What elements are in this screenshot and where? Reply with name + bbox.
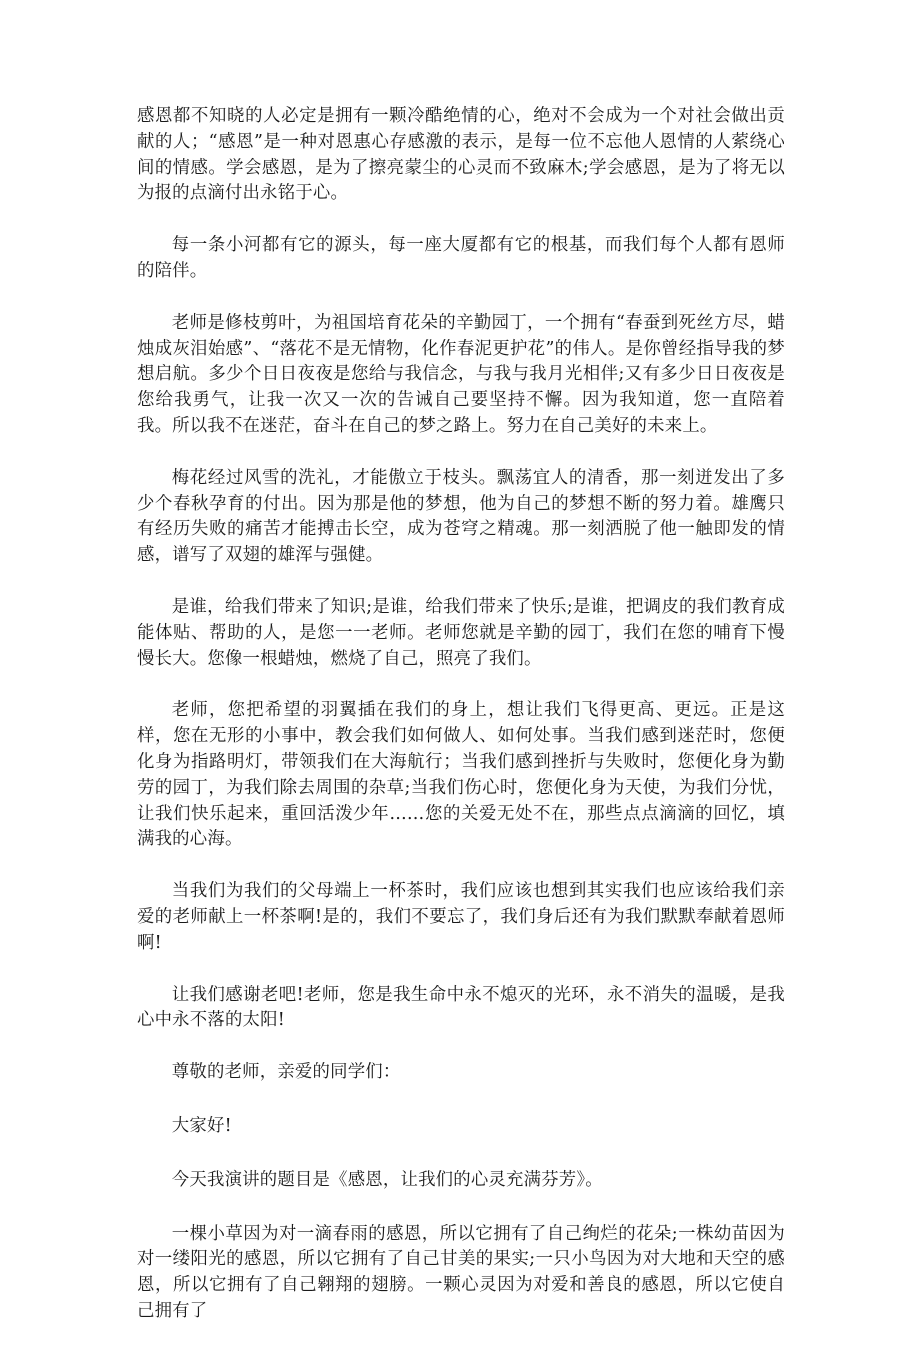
paragraph-cup-of-tea: 当我们为我们的父母端上一杯茶时，我们应该也想到其实我们也应该给我们亲爱的老师献上一杯茶啊!是的，我们不要忘了，我们身后还有为我们默默奉献着恩师啊! bbox=[137, 881, 785, 953]
paragraph-gratitude-intro: 感恩都不知晓的人必定是拥有一颗冷酷绝情的心，绝对不会成为一个对社会做出贡献的人；“感恩”是一种对恩惠心存感激的表示，是每一位不忘他人恩情的人萦绕心间的情感。学会感恩，是为了擦亮蒙尘的心灵而不致麻木;学会感恩，是为了将无以为报的点滴付出永铭于心。 bbox=[137, 106, 785, 204]
document-page bbox=[137, 104, 785, 1351]
paragraph-wings-of-hope: 老师，您把希望的羽翼插在我们的身上，想让我们飞得更高、更远。正是这样，您在无形的小事中，教会我们如何做人、如何处事。当我们感到迷茫时，您便化身为指路明灯，带领我们在大海航行；当我们感到挫折与失败时，您便化身为勤劳的园丁，为我们除去周围的杂草;当我们伤心时，您便化身为天使，为我们分忧，让我们快乐起来，重回活泼少年……您的关爱无处不在，那些点点滴滴的回忆，填满我的心海。 bbox=[137, 700, 785, 850]
paragraph-thank-teacher: 让我们感谢老吧!老师，您是我生命中永不熄灭的光环，永不消失的温暖，是我心中永不落的太阳! bbox=[137, 984, 785, 1031]
paragraph-plum-blossom: 梅花经过风雪的洗礼，才能傲立于枝头。飘荡宜人的清香，那一刻迸发出了多少个春秋孕育的付出。因为那是他的梦想，他为自己的梦想不断的努力着。雄鹰只有经历失败的痛苦才能搏击长空，成为苍穹之精魂。那一刻洒脱了他一触即发的情感，谱写了双翅的雄浑与强健。 bbox=[137, 467, 785, 566]
paragraph-river-source: 每一条小河都有它的源头，每一座大厦都有它的根基，而我们每个人都有恩师的陪伴。 bbox=[137, 235, 785, 281]
paragraph-teacher-gardener: 老师是修枝剪叶，为祖国培育花朵的辛勤园丁，一个拥有“春蚕到死丝方尽，蜡烛成灰泪始感”、“落花不是无情物，化作春泥更护花”的伟人。是你曾经指导我的梦想启航。多少个日日夜夜是您给与我信念，与我与我月光相伴;又有多少日日夜夜是您给我勇气，让我一次又一次的告诫自己要坚持不懈。因为我知道，您一直陪着我。所以我不在迷茫，奋斗在自己的梦之路上。努力在自己美好的未来上。 bbox=[137, 312, 785, 436]
paragraph-grass-and-rain: 一棵小草因为对一滴春雨的感恩，所以它拥有了自己绚烂的花朵;一株幼苗因为对一缕阳光的感恩，所以它拥有了自己甘美的果实;一只小鸟因为对大地和天空的感恩，所以它拥有了自己翱翔的翅膀。一颗心灵因为对爱和善良的感恩，所以它使自己拥有了 bbox=[137, 1223, 785, 1321]
paragraph-who-taught: 是谁，给我们带来了知识;是谁，给我们带来了快乐;是谁，把调皮的我们教育成能体贴、帮助的人，是您一一老师。老师您就是辛勤的园丁，我们在您的哺育下慢慢长大。您像一根蜡烛，燃烧了自己，照亮了我们。 bbox=[137, 596, 785, 669]
paragraph-greeting: 大家好! bbox=[171, 1115, 232, 1136]
paragraph-speech-title: 今天我演讲的题目是《感恩，让我们的心灵充满芬芳》。 bbox=[171, 1169, 603, 1190]
paragraph-salutation: 尊敬的老师，亲爱的同学们： bbox=[171, 1062, 401, 1083]
